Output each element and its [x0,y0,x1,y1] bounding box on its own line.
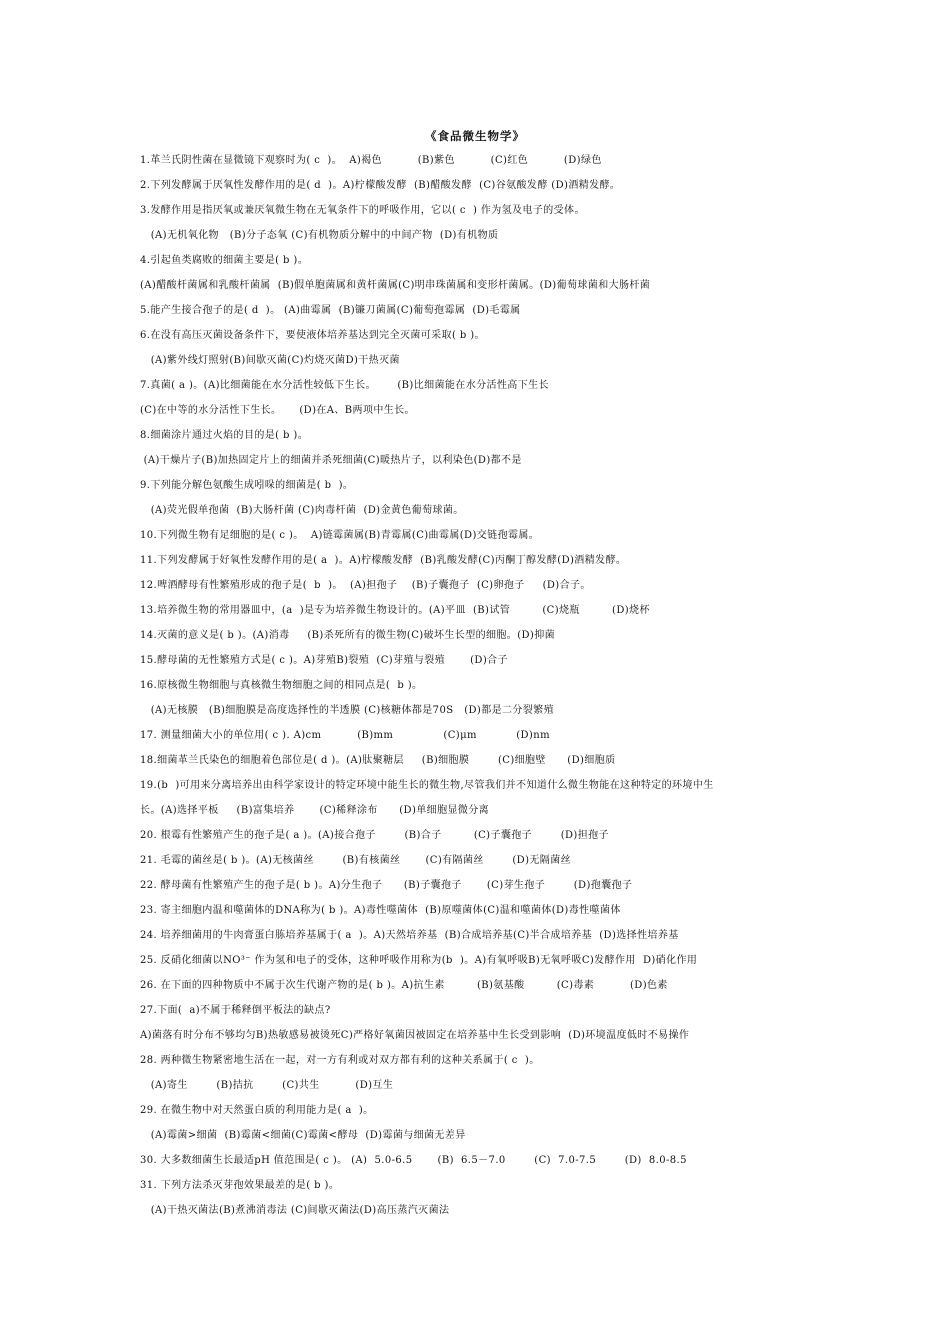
question-line: 7.真菌( a )。(A)比细菌能在水分活性较低下生长。 (B)比细菌能在水分活性高下生长 [140,380,549,391]
question-line: (A)霉菌>细菌 (B)霉菌<细菌(C)霉菌<酵母 (D)霉菌与细菌无差异 [140,1130,466,1141]
question-line: 14.灭菌的意义是( b )。(A)消毒 (B)杀死所有的微生物(C)破坏生长型的细胞。(D)抑菌 [140,630,556,641]
question-line: 22. 酵母菌有性繁殖产生的孢子是( b )。A)分生孢子 (B)子囊孢子 (C)芽生孢子 (D)孢囊孢子 [140,880,633,891]
question-line: 17. 测量细菌大小的单位用( c ). A)cm (B)mm (C)μm (D)nm [140,730,550,741]
question-line: (A)无核膜 (B)细胞膜是高度选择性的半透膜 (C)核糖体都是70S (D)都是二分裂繁殖 [140,705,555,716]
question-line: (A)紫外线灯照射(B)间歇灭菌(C)灼烧灭菌D)干热灭菌 [140,355,400,366]
question-line: 19.(b )可用来分离培养出由科学家设计的特定环境中能生长的微生物,尽管我们并不知道什么微生物能在这种特定的环境中生 [140,780,714,791]
question-line: 9.下列能分解色氨酸生成吲哚的细菌是( b )。 [140,480,354,491]
question-line: 29. 在微生物中对天然蛋白质的利用能力是( a )。 [140,1105,374,1116]
question-line: (A)无机氧化物 (B)分子态氧 (C)有机物质分解中的中间产物 (D)有机物质 [140,230,499,241]
question-line: 15.酵母菌的无性繁殖方式是( c )。A)芽殖B)裂殖 (C)芽殖与裂殖 (D)合子 [140,655,508,666]
question-line: 4.引起鱼类腐败的细菌主要是( b )。 [140,255,309,266]
question-line: 长。(A)选择平板 (B)富集培养 (C)稀释涂布 (D)单细胞显微分离 [140,805,490,816]
question-line: 11.下列发酵属于好氧性发酵作用的是( a )。A)柠檬酸发酵 (B)乳酸发酵(C)丙酮丁醇发酵(D)酒精发酵。 [140,555,627,566]
question-line: 16.原核微生物细胞与真核微生物细胞之间的相同点是( b )。 [140,680,423,691]
question-line: 26. 在下面的四种物质中不属于次生代谢产物的是( b )。A)抗生素 (B)氨基酸 (C)毒素 (D)色素 [140,980,668,991]
question-line: 12.啤酒酵母有性繁殖形成的孢子是( b )。 (A)担孢子 (B)子囊孢子 (C)卵孢子 (D)合子。 [140,580,591,591]
question-line: (C)在中等的水分活性下生长。 (D)在A、B两项中生长。 [140,405,415,416]
question-line: 3.发酵作用是指厌氧或兼厌氧微生物在无氧条件下的呼吸作用，它以( c ) 作为氢及电子的受体。 [140,205,585,216]
question-line: (A)干热灭菌法(B)煮沸消毒法 (C)间歇灭菌法(D)高压蒸汽灭菌法 [140,1205,450,1216]
question-line: 31. 下列方法杀灭芽孢效果最差的是( b )。 [140,1180,340,1191]
question-line: 18.细菌革兰氏染色的细胞着色部位是( d )。(A)肽聚糖层 (B)细胞膜 (C)细胞壁 (D)细胞质 [140,755,616,766]
question-line: 25. 反硝化细菌以NO³⁻ 作为氢和电子的受体，这种呼吸作用称为(b )。A)有氧呼吸B)无氧呼吸C)发酵作用 D)硝化作用 [140,955,698,966]
question-line: 23. 寄主细胞内温和噬菌体的DNA称为( b )。A)毒性噬菌体 (B)原噬菌体(C)温和噬菌体(D)毒性噬菌体 [140,905,621,916]
question-line: 20. 根霉有性繁殖产生的孢子是( a )。(A)接合孢子 (B)合子 (C)子囊孢子 (D)担孢子 [140,830,609,841]
question-line: 10.下列微生物有足细胞的是( c )。 A)链霉菌属(B)青霉属(C)曲霉属(D)交链孢霉属。 [140,530,540,541]
question-line: 8.细菌涂片通过火焰的目的是( b )。 [140,430,309,441]
question-line: 13.培养微生物的常用器皿中，(a )是专为培养微生物设计的。(A)平皿 (B)试管 (C)烧瓶 (D)烧杯 [140,605,650,616]
question-line: 24. 培养细菌用的牛肉膏蛋白胨培养基属于( a )。A)天然培养基 (B)合成培养基(C)半合成培养基 (D)选择性培养基 [140,930,679,941]
document-title: 《食品微生物学》 [425,129,525,143]
question-line: 30. 大多数细菌生长最适pH 值范围是( c )。 (A) 5.0-6.5 (B) 6.5－7.0 (C) 7.0-7.5 (D) 8.0-8.5 [140,1155,687,1166]
question-line: A)菌落有时分布不够均匀B)热敏感易被烫死C)严格好氧菌因被固定在培养基中生长受到影响 (D)环境温度低时不易操作 [140,1030,690,1041]
question-line: (A)干燥片子(B)加热固定片上的细菌并杀死细菌(C)暖热片子，以利染色(D)都不是 [140,455,522,466]
question-line: 2.下列发酵属于厌氧性发酵作用的是( d )。A)柠檬酸发酵 (B)醋酸发酵 (C)谷氨酸发酵 (D)酒精发酵。 [140,180,621,191]
question-line: 5.能产生接合孢子的是( d )。 (A)曲霉属 (B)镰刀菌属(C)葡萄孢霉属 (D)毛霉属 [140,305,521,316]
question-line: (A)寄生 (B)拮抗 (C)共生 (D)互生 [140,1080,394,1091]
question-line: (A)荧光假单孢菌 (B)大肠杆菌 (C)肉毒杆菌 (D)金黄色葡萄球菌。 [140,505,464,516]
question-line: (A)醋酸杆菌属和乳酸杆菌属 (B)假单胞菌属和黄杆菌属(C)明串珠菌属和变形杆菌属。(D)葡萄球菌和大肠杆菌 [140,280,651,291]
question-line: 1.革兰氏阴性菌在显微镜下观察时为( c )。 A)褐色 (B)紫色 (C)红色 (D)绿色 [140,155,602,166]
question-line: 21. 毛霉的菌丝是( b )。(A)无核菌丝 (B)有核菌丝 (C)有隔菌丝 (D)无隔菌丝 [140,855,572,866]
question-line: 28. 两种微生物紧密地生活在一起，对一方有利或对双方都有利的这种关系属于( c )。 [140,1055,540,1066]
question-line: 6.在没有高压灭菌设备条件下，要使液体培养基达到完全灭菌可采取( b )。 [140,330,485,341]
question-line: 27.下面( a)不属于稀释倒平板法的缺点? [140,1005,331,1016]
